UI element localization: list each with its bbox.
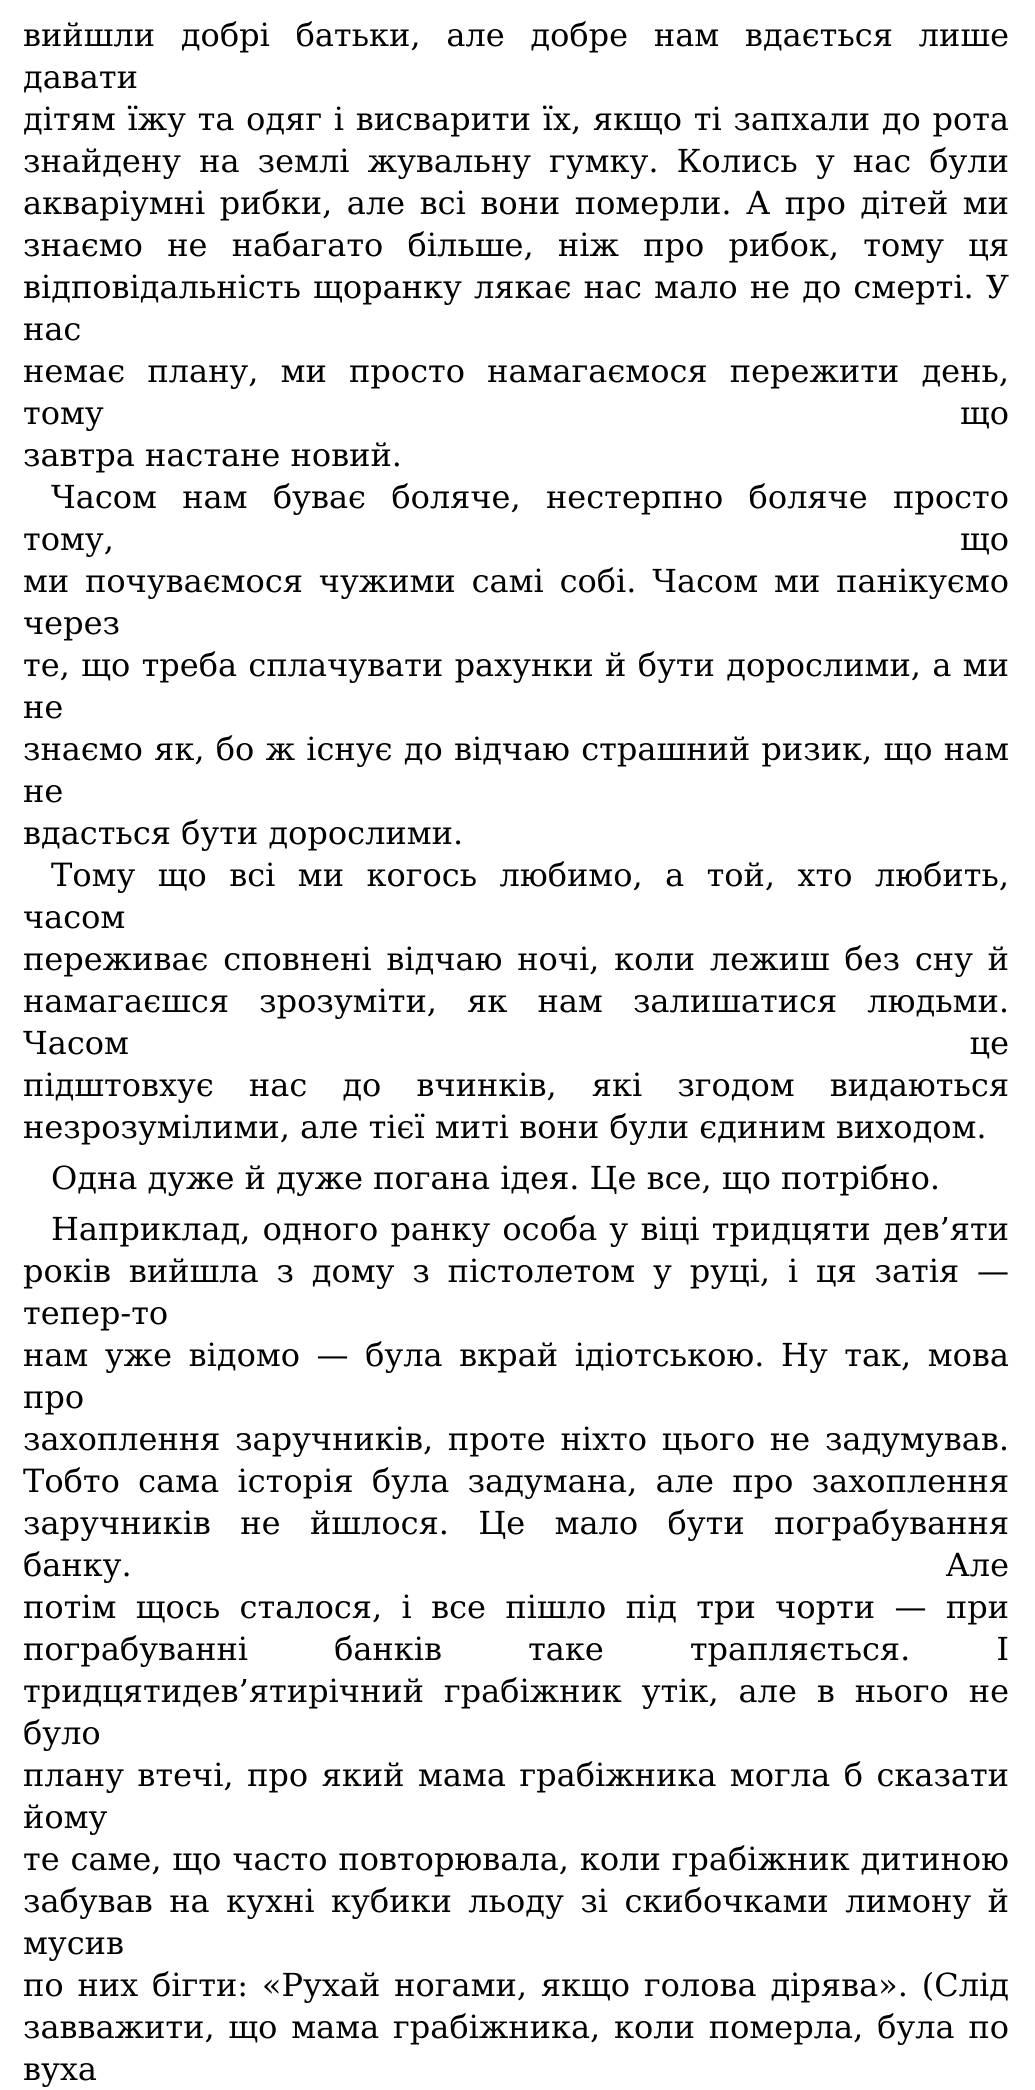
paragraph bbox=[23, 476, 1009, 854]
text-line: нам уже відомо — була вкрай ідіотською. Ну так, мова про bbox=[23, 1336, 1009, 1416]
text-line: відповідальність щоранку лякає нас мало не до смерті. У нас bbox=[23, 268, 1009, 348]
text-line: тридцятидев’ятирічний грабіжник утік, але в нього не було bbox=[23, 1672, 1009, 1752]
text-line: завтра настане новий. bbox=[23, 436, 402, 474]
text-line: захоплення заручників, проте ніхто цього не задумував. bbox=[23, 1420, 1009, 1458]
text-line: плану втечі, про який мама грабіжника могла б сказати йому bbox=[23, 1756, 1009, 1836]
text-line: вдасться бути дорослими. bbox=[23, 814, 464, 852]
text-line: потім щось сталося, і все пішло під три чорти — при bbox=[23, 1588, 1009, 1626]
paragraph bbox=[23, 14, 1009, 476]
text-line: Часом нам буває боляче, нестерпно боляче просто тому, що bbox=[23, 478, 1009, 558]
paragraph bbox=[23, 854, 1009, 1148]
text-line: незрозумілими, але тієї миті вони були єдиним виходом. bbox=[23, 1108, 987, 1146]
text-line: забував на кухні кубики льоду зі скибочками лимону й мусив bbox=[23, 1882, 1009, 1962]
paragraph bbox=[23, 1157, 1009, 1199]
text-line: Тобто сама історія була задумана, але про захоплення bbox=[23, 1462, 1009, 1500]
text-line: пограбуванні банків таке трапляється. І bbox=[23, 1630, 1009, 1668]
text-line: знаємо не набагато більше, ніж про рибок, тому ця bbox=[23, 226, 1009, 264]
text-line: дітям їжу та одяг і висварити їх, якщо ті запхали до рота bbox=[23, 100, 1009, 138]
text-line: переживає сповнені відчаю ночі, коли лежиш без сну й bbox=[23, 940, 1009, 978]
text-line: Наприклад, одного ранку особа у віці тридцяти дев’яти bbox=[51, 1210, 1009, 1248]
text-line: Одна дуже й дуже погана ідея. Це все, що потрібно. bbox=[51, 1159, 941, 1197]
text-line: років вийшла з дому з пістолетом у руці, і ця затія — тепер-то bbox=[23, 1252, 1009, 1332]
text-line: по них бігти: «Рухай ногами, якщо голова дірява». (Слід bbox=[23, 1966, 1009, 2004]
text-line: Тому що всі ми когось любимо, а той, хто любить, часом bbox=[23, 856, 1009, 936]
text-line: вийшли добрі батьки, але добре нам вдається лише давати bbox=[23, 16, 1009, 96]
text-line: завважити, що мама грабіжника, коли померла, була по вуха bbox=[23, 2008, 1009, 2088]
text-line: знайдену на землі жувальну гумку. Колись у нас були bbox=[23, 142, 1009, 180]
text-line: те, що треба сплачувати рахунки й бути дорослими, а ми не bbox=[23, 646, 1009, 726]
book-page-text bbox=[23, 14, 1009, 2090]
text-line: намагаєшся зрозуміти, як нам залишатися людьми. Часом це bbox=[23, 982, 1009, 1062]
text-line: ми почуваємося чужими самі собі. Часом ми панікуємо через bbox=[23, 562, 1009, 642]
text-line: знаємо як, бо ж існує до відчаю страшний ризик, що нам не bbox=[23, 730, 1009, 810]
text-line: заручників не йшлося. Це мало бути пограбування банку. Але bbox=[23, 1504, 1009, 1584]
text-line: немає плану, ми просто намагаємося пережити день, тому що bbox=[23, 352, 1009, 432]
text-line: акваріумні рибки, але всі вони померли. А про дітей ми bbox=[23, 184, 1009, 222]
text-line: те саме, що часто повторювала, коли грабіжник дитиною bbox=[23, 1840, 1009, 1878]
text-line: підштовхує нас до вчинків, які згодом видаються bbox=[23, 1066, 1009, 1104]
paragraph bbox=[23, 1208, 1009, 2090]
